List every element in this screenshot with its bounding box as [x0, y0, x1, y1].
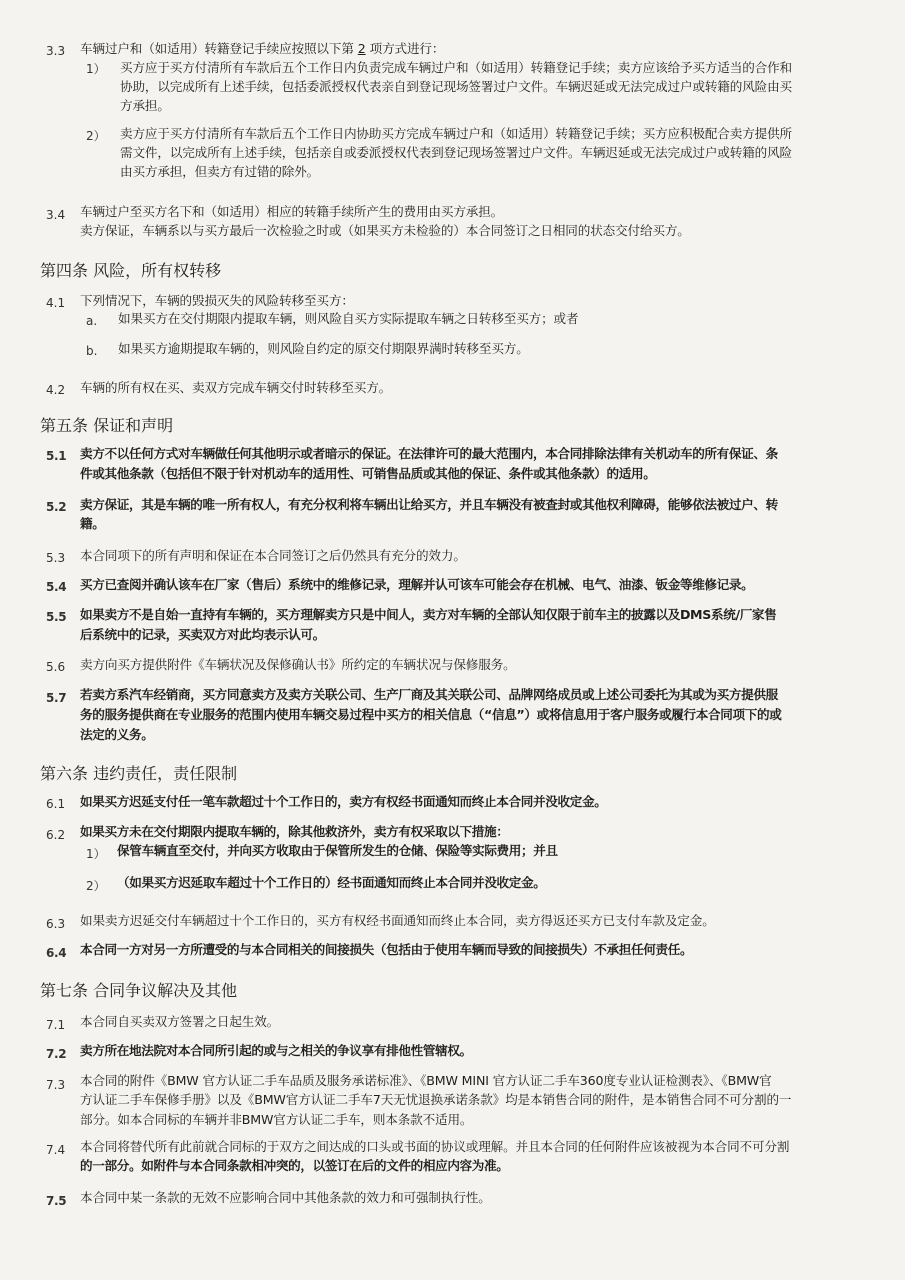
clause-number: 7.1 — [46, 1018, 66, 1032]
clause-number: 5.5 — [46, 610, 67, 624]
item-marker: 2） — [86, 879, 106, 893]
clause-number: 5.1 — [46, 449, 67, 463]
clause-number: 3.3 — [46, 44, 66, 58]
clause-line: 车辆的所有权在买、卖双方完成车辆交付时转移至买方。 — [80, 380, 392, 395]
clause-line: （如果买方迟延取车超过十个工作日的）经书面通知而终止本合同并没收定金。 — [117, 875, 546, 890]
clause-number: 7.3 — [46, 1078, 66, 1092]
clause-number: 7.2 — [46, 1047, 67, 1061]
clause-line: 卖方不以任何方式对车辆做任何其他明示或者暗示的保证。在法律许可的最大范围内，本合同排除法律有关机动车的所有保证、条 — [80, 446, 778, 461]
clause-number: 6.4 — [46, 946, 67, 960]
clause-line: 协助，以完成所有上述手续，包括委派授权代表亲自到登记现场签署过户文件。车辆迟延或无法完成过户或转籍的风险由买 — [120, 79, 792, 94]
clause-line: 的一部分。如附件与本合同条款相冲突的，以签订在后的文件的相应内容为准。 — [80, 1158, 509, 1173]
clause-line: 本合同项下的所有声明和保证在本合同签订之后仍然具有充分的效力。 — [80, 548, 466, 563]
article-heading: 第五条 保证和声明 — [40, 416, 174, 435]
article-heading: 第六条 违约责任，责任限制 — [40, 764, 238, 783]
article-heading: 第四条 风险，所有权转移 — [40, 261, 222, 280]
clause-line: 卖方应于买方付清所有车款后五个工作日内协助买方完成车辆过户和（如适用）转籍登记手续；买方应积极配合卖方提供所 — [120, 126, 792, 141]
clause-line: 本合同将替代所有此前就合同标的于双方之间达成的口头或书面的协议或理解。并且本合同的任何附件应该被视为本合同不可分割 — [80, 1139, 790, 1154]
clause-line: 下列情况下，车辆的毁损灭失的风险转移至买方： — [80, 293, 354, 308]
clause-line: 部分。如本合同标的车辆并非BMW官方认证二手车，则本条款不适用。 — [80, 1112, 473, 1127]
clause-line: 如果买方在交付期限内提取车辆，则风险自买方实际提取车辆之日转移至买方；或者 — [118, 311, 579, 326]
item-marker: 1） — [86, 62, 106, 76]
clause-text: 项方式进行： — [369, 41, 445, 56]
clause-line: 本合同中某一条款的无效不应影响合同中其他条款的效力和可强制执行性。 — [80, 1190, 491, 1205]
clause-line: 卖方所在地法院对本合同所引起的或与之相关的争议享有排他性管辖权。 — [80, 1043, 472, 1058]
clause-line: 车辆过户至买方名下和（如适用）相应的转籍手续所产生的费用由买方承担。 — [80, 204, 504, 219]
option-number: 2 — [357, 41, 366, 56]
clause-line: 由买方承担，但卖方有过错的除外。 — [120, 164, 320, 179]
clause-text: 车辆过户和（如适用）转籍登记手续应按照以下第 — [80, 41, 354, 56]
clause-line: 如果买方迟延支付任一笔车款超过十个工作日的，卖方有权经书面通知而终止本合同并没收定金。 — [80, 794, 607, 809]
clause-number: 4.1 — [46, 296, 66, 310]
clause-line: 如果买方逾期提取车辆的，则风险自约定的原交付期限界满时转移至买方。 — [118, 341, 529, 356]
clause-line: 保管车辆直至交付，并向买方收取由于保管所发生的仓储、保险等实际费用；并且 — [117, 843, 558, 858]
clause-number: 7.4 — [46, 1143, 66, 1157]
clause-line: 卖方向买方提供附件《车辆状况及保修确认书》所约定的车辆状况与保修服务。 — [80, 657, 516, 672]
clause-line: 件或其他条款（包括但不限于针对机动车的适用性、可销售品质或其他的保证、条件或其他条款）的适用。 — [80, 466, 656, 481]
clause-line: 法定的义务。 — [80, 727, 154, 742]
clause-line: 本合同的附件《BMW 官方认证二手车品质及服务承诺标准》、《BMW MINI 官方认证二手车360度专业认证检测表》、《BMW官 — [80, 1073, 772, 1088]
clause-line: 卖方保证，车辆系以与买方最后一次检验之时或（如果买方未检验的）本合同签订之日相同的状态交付给买方。 — [80, 223, 690, 238]
clause-line: 买方应于买方付清所有车款后五个工作日内负责完成车辆过户和（如适用）转籍登记手续；卖方应该给予买方适当的合作和 — [120, 60, 792, 75]
clause-number: 5.7 — [46, 691, 67, 705]
clause-number: 4.2 — [46, 383, 66, 397]
item-marker: b. — [86, 344, 98, 358]
item-marker: 2） — [86, 129, 106, 143]
clause-number: 6.1 — [46, 797, 66, 811]
clause-number: 3.4 — [46, 208, 66, 222]
clause-line: 本合同自买卖双方签署之日起生效。 — [80, 1014, 280, 1029]
clause-line: 务的服务提供商在专业服务的范围内使用车辆交易过程中买方的相关信息（“信息”）或将信息用于客户服务或履行本合同项下的或 — [80, 707, 782, 722]
clause-line: 买方已查阅并确认该车在厂家（售后）系统中的维修记录，理解并认可该车可能会存在机械、电气、油漆、钣金等维修记录。 — [80, 577, 754, 592]
clause-line: 后系统中的记录，买卖双方对此均表示认可。 — [80, 627, 325, 642]
clause-number: 6.3 — [46, 917, 66, 931]
clause-line: 卖方保证，其是车辆的唯一所有权人，有充分权利将车辆出让给买方，并且车辆没有被查封或其他权利障碍，能够依法被过户、转 — [80, 497, 778, 512]
clause-line: 如果卖方不是自始一直持有车辆的，买方理解卖方只是中间人，卖方对车辆的全部认知仅限于前车主的披露以及DMS系统/厂家售 — [80, 607, 777, 622]
clause-number: 5.3 — [46, 551, 66, 565]
clause-line: 需文件，以完成所有上述手续，包括亲自或委派授权代表到登记现场签署过户文件。车辆迟延或无法完成过户或转籍的风险 — [120, 145, 792, 160]
clause-line: 如果卖方迟延交付车辆超过十个工作日的，买方有权经书面通知而终止本合同，卖方得返还买方已支付车款及定金。 — [80, 913, 715, 928]
clause-line: 若卖方系汽车经销商，买方同意卖方及卖方关联公司、生产厂商及其关联公司、品牌网络成员或上述公司委托为其或为买方提供服 — [80, 687, 778, 702]
item-marker: a. — [86, 314, 98, 328]
clause-line: 本合同一方对另一方所遭受的与本合同相关的间接损失（包括由于使用车辆而导致的间接损失）不承担任何责任。 — [80, 942, 693, 957]
article-heading: 第七条 合同争议解决及其他 — [40, 981, 238, 1000]
clause-number: 6.2 — [46, 828, 66, 842]
item-marker: 1） — [86, 847, 106, 861]
clause-number: 5.6 — [46, 660, 66, 674]
clause-line: 如果买方未在交付期限内提取车辆的，除其他救济外，卖方有权采取以下措施： — [80, 824, 509, 839]
clause-line: 方承担。 — [120, 98, 170, 113]
clause-number: 7.5 — [46, 1194, 67, 1208]
clause-3-3-intro — [80, 40, 444, 58]
clause-number: 5.4 — [46, 580, 67, 594]
clause-line: 籍。 — [80, 516, 105, 531]
clause-line: 方认证二手车保修手册》以及《BMW官方认证二手车7天无忧退换承诺条款》均是本销售合同的附件，是本销售合同不可分割的一 — [80, 1092, 792, 1107]
clause-number: 5.2 — [46, 500, 67, 514]
